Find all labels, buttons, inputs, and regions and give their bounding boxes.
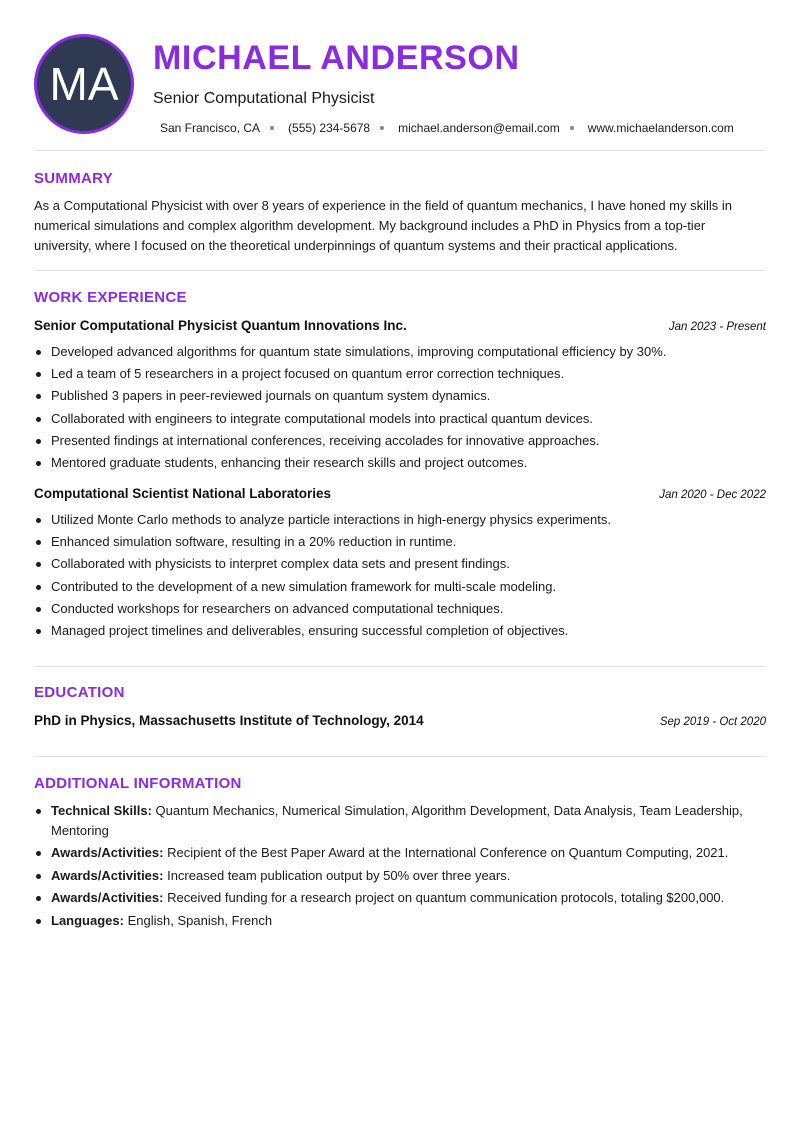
list-item: Led a team of 5 researchers in a project focused on quantum error correction techniques. [34,363,766,385]
education-heading: EDUCATION [34,684,125,701]
item-text: Recipient of the Best Paper Award at the International Conference on Quantum Computing, 2021. [167,845,729,860]
avatar [34,34,134,134]
contact-phone: (555) 234-5678 [288,121,371,135]
section-divider [34,756,766,757]
list-item [34,843,766,863]
job-dates: Jan 2020 - Dec 2022 [659,489,766,501]
item-label: Awards/Activities: [51,867,164,883]
list-item: Enhanced simulation software, resulting in a 20% reduction in runtime. [34,531,766,553]
job-title: Senior Computational Physicist Quantum Innovations Inc. [34,318,407,333]
list-item: Collaborated with engineers to integrate computational models into practical quantum devices. [34,408,766,430]
list-item [34,888,766,908]
contact-website[interactable]: www.michaelanderson.com [587,121,734,135]
summary-heading: SUMMARY [34,170,114,187]
contact-email[interactable]: michael.anderson@email.com [398,121,560,135]
additional-heading: ADDITIONAL INFORMATION [34,775,242,792]
item-label: Awards/Activities: [51,890,164,905]
item-text: Received funding for a research project on quantum communication protocols, totaling $200,000. [167,890,725,905]
list-item [34,866,766,886]
item-text: Quantum Mechanics, Numerical Simulation, Algorithm Development, Data Analysis, Team Leadership, Mentoring [51,803,743,838]
separator-dot-icon [380,126,384,130]
job-bullets [34,341,766,474]
item-label: Awards/Activities: [51,845,164,860]
section-divider [34,666,766,667]
separator-dot-icon [570,126,574,130]
job-header [34,484,766,505]
list-item: Contributed to the development of a new simulation framework for multi-scale modeling. [34,576,766,598]
education-dates: Sep 2019 - Oct 2020 [659,716,766,728]
item-text: English, Spanish, French [127,912,273,928]
summary-text: As a Computational Physicist with over 8 years of experience in the field of quantum mechanics, I have honed my skills in numerical simulations and complex algorithm development. My background includes a PhD in Physics from a top-tier university, where I focused on the theoretical underpinnings of quantum systems and their practical applications. [34,198,733,253]
separator-dot-icon [270,126,274,130]
job-title-heading: Senior Computational Physicist [153,90,375,107]
section-divider [34,270,766,271]
job-title: Computational Scientist National Laboratories [34,486,332,501]
degree: PhD in Physics, Massachusetts Institute of Technology, 2014 [34,713,424,728]
list-item: Collaborated with physicists to interpret complex data sets and present findings. [34,553,766,575]
list-item: Mentored graduate students, enhancing their research skills and project outcomes. [34,452,766,474]
item-label: Languages: [51,912,124,928]
section-divider [34,150,766,151]
contact-location: San Francisco, CA [160,121,261,135]
item-label: Technical Skills: [51,803,152,818]
experience-heading: WORK EXPERIENCE [34,289,187,306]
list-item: Developed advanced algorithms for quantum state simulations, improving computational efficiency by 30%. [34,341,766,363]
education-entry [34,711,766,732]
contact-row [160,119,766,137]
list-item: Published 3 papers in peer-reviewed journals on quantum system dynamics. [34,385,766,407]
list-item [34,801,766,840]
list-item: Presented findings at international conferences, receiving accolades for innovative approaches. [34,430,766,452]
job-header [34,316,766,337]
job-dates: Jan 2023 - Present [668,321,766,333]
job-bullets [34,509,766,642]
list-item: Conducted workshops for researchers on advanced computational techniques. [34,598,766,620]
additional-list [34,801,766,933]
candidate-name: MICHAEL ANDERSON [153,39,520,77]
avatar-initials: MA [49,58,119,110]
item-text: Increased team publication output by 50% over three years. [167,867,511,883]
list-item: Managed project timelines and deliverables, ensuring successful completion of objectives. [34,620,766,642]
list-item [34,911,766,931]
list-item: Utilized Monte Carlo methods to analyze particle interactions in high-energy physics experiments. [34,509,766,531]
